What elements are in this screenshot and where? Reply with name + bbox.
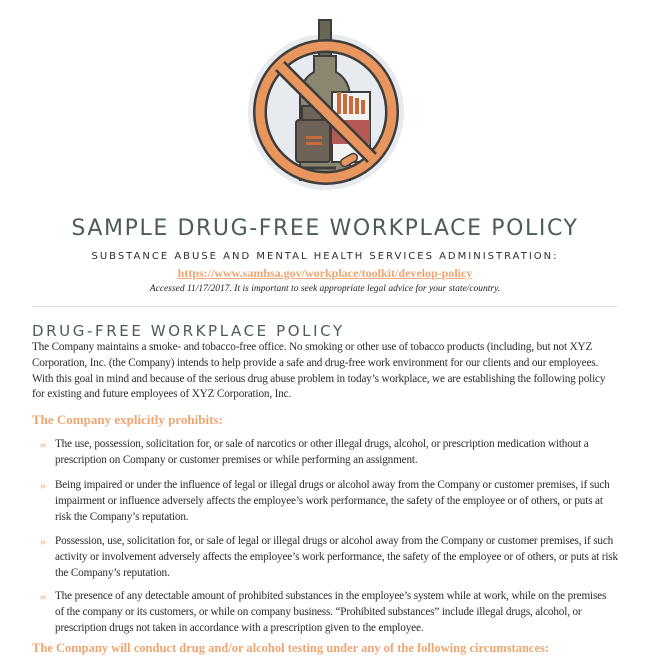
- bullet-icon: »: [40, 437, 46, 451]
- list-item: [55, 589, 618, 636]
- bullet-icon: »: [40, 534, 46, 548]
- list-item-line: of the company or its customers, or while on company business. “Prohibited substances” include illegal drugs, alcohol, or: [55, 605, 582, 618]
- intro-paragraph: [32, 340, 618, 403]
- divider: [32, 306, 618, 307]
- bullet-icon: »: [40, 478, 46, 492]
- paragraph-line: The Company maintains a smoke- and tobacco-free office. No smoking or other use of tobacco products (including, but not XYZ: [32, 341, 593, 353]
- list-item: [55, 534, 618, 581]
- list-item-line: prescription on Company or customer premises or while performing an assignment.: [55, 453, 418, 466]
- accessed-note: Accessed 11/17/2017. It is important to seek appropriate legal advice for your state/country.: [149, 284, 501, 294]
- paragraph-line: for existing and future employees of XYZ Corporation, Inc.: [32, 388, 292, 401]
- list-item-line: impairment or influence adversely affects the employee’s work performance, the safety of the employee or of others, or puts at: [55, 494, 603, 507]
- bullet-icon: »: [40, 589, 46, 603]
- samhsa-policy-link[interactable]: https://www.samhsa.gov/workplace/toolkit/develop-policy: [177, 266, 473, 280]
- paragraph-line: Corporation, Inc. (the Company) intends to help provide a safe and drug-free work environment for our clients and our employees.: [32, 356, 599, 369]
- list-item-line: risk the Company’s reputation.: [55, 510, 189, 523]
- testing-heading: The Company will conduct drug and/or alcohol testing under any of the following circumstances:: [32, 641, 550, 655]
- organization-subtitle: SUBSTANCE ABUSE AND MENTAL HEALTH SERVICES ADMINISTRATION:: [91, 251, 559, 262]
- section-heading: DRUG-FREE WORKPLACE POLICY: [32, 322, 345, 340]
- list-item: [55, 478, 618, 525]
- list-item-line: Possession, use, solicitation for, or sale of legal or illegal drugs or alcohol away from the Company or customer premises, if such: [55, 535, 614, 547]
- list-item-line: The presence of any detectable amount of prohibited substances in the employee’s system while at work, while on the premises: [55, 590, 607, 602]
- no-drugs-icon: [244, 16, 408, 196]
- list-item-line: the Company’s reputation.: [55, 566, 170, 579]
- prohibits-heading: The Company explicitly prohibits:: [32, 412, 223, 427]
- list-item: [55, 437, 618, 469]
- page-title: SAMPLE DRUG-FREE WORKPLACE POLICY: [71, 216, 579, 241]
- list-item-line: prescription drugs not taken in accordance with a prescription given to the employee.: [55, 621, 424, 634]
- list-item-line: activity or involvement adversely affects the employee’s work performance, the safety of the employee or of others, or puts at risk: [55, 550, 618, 563]
- list-item-line: The use, possession, solicitation for, or sale of narcotics or other illegal drugs, alcohol, or prescription medication without a: [55, 438, 589, 450]
- link-row: [0, 264, 650, 282]
- paragraph-line: With this goal in mind and because of the serious drug abuse problem in today’s workplace, we are establishing the following policy: [32, 372, 606, 385]
- list-item-line: Being impaired or under the influence of legal or illegal drugs or alcohol away from the Company or customer premises, if such: [55, 479, 610, 491]
